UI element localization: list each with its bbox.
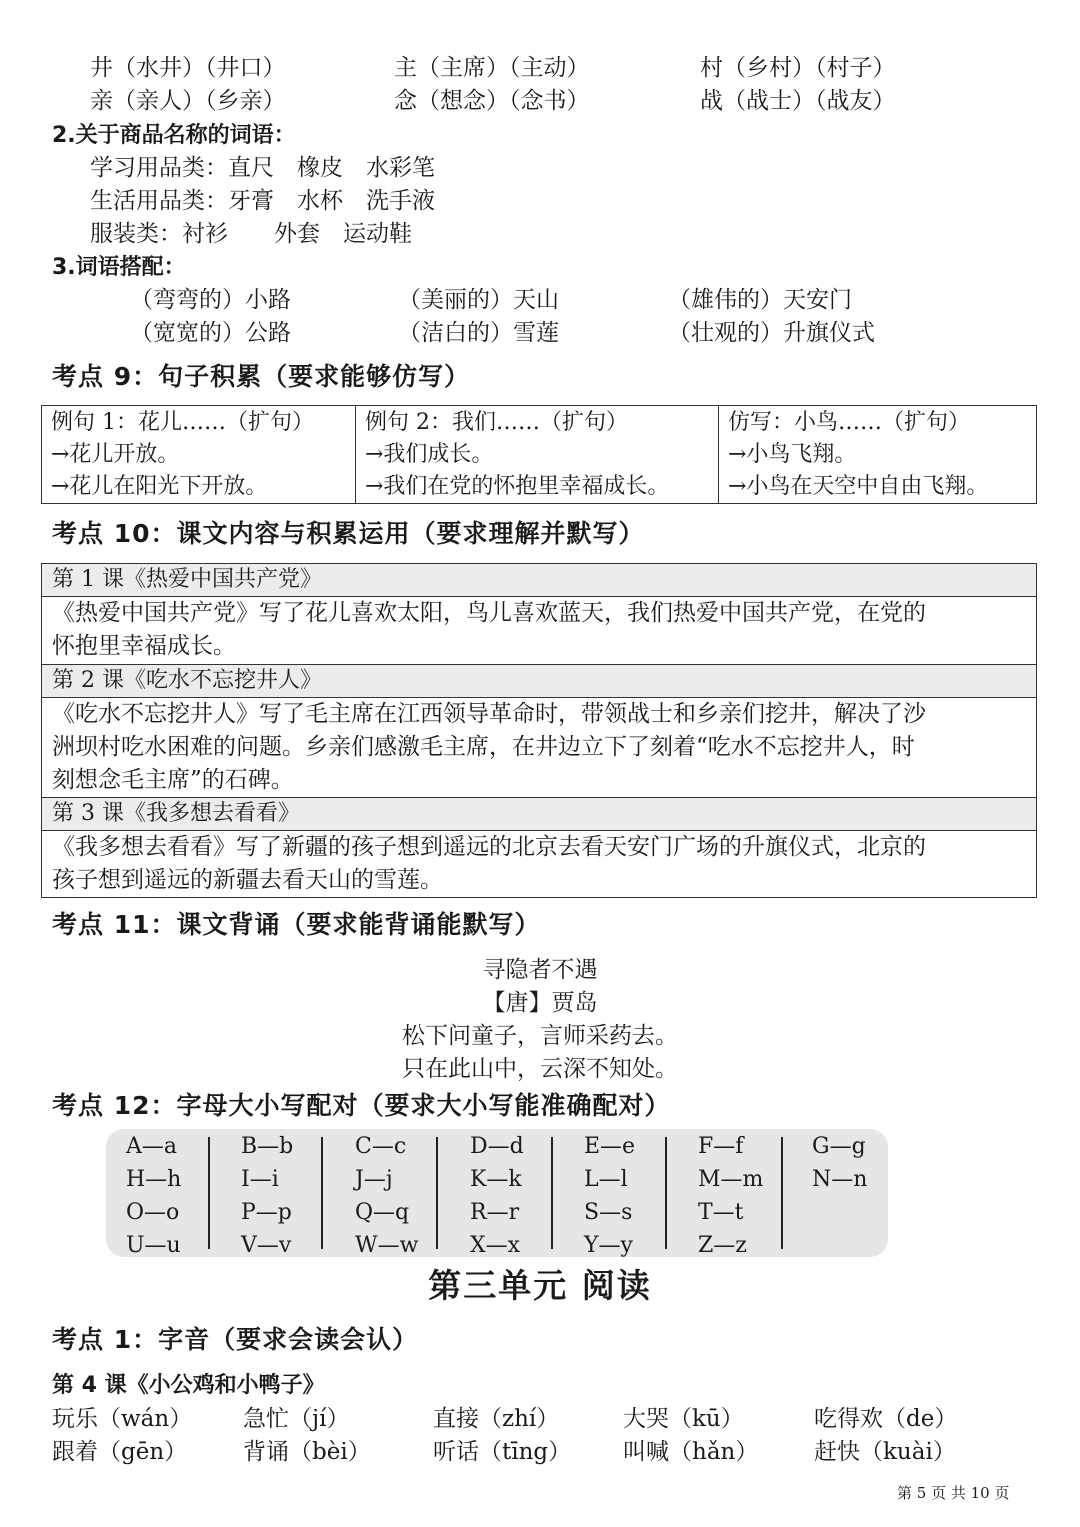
word-item: 念（想念）（念书） [394,88,590,114]
letter-pair: Z—z [698,1233,747,1258]
summary-line: 刻想念毛主席”的石碑。 [52,767,294,793]
letter-pair: J—j [355,1167,393,1192]
letter-pair: U—u [126,1233,181,1258]
example-line: →小鸟在天空中自由飞翔。 [728,474,989,499]
letter-pair: D—d [470,1134,524,1159]
pinyin-item: 急忙（jí） [243,1406,350,1432]
lesson-4-title: 第 4 课《小公鸡和小鸭子》 [52,1373,325,1398]
column-divider [665,1137,667,1249]
letter-pair: Q—q [355,1200,410,1225]
pinyin-item: 听话（tīng） [433,1439,572,1465]
summary-line: 怀抱里幸福成长。 [52,633,236,659]
lesson-summary [42,597,1036,665]
letter-pair: V—v [241,1233,292,1258]
letter-pair: I—i [241,1167,279,1192]
column-divider [551,1137,553,1249]
pinyin-item: 直接（zhí） [433,1406,560,1432]
example-column [356,406,719,503]
letter-pair: Y—y [584,1233,633,1258]
collocation-item: （壮观的）升旗仪式 [668,320,875,346]
word-item: 村（乡村）（村子） [700,55,896,81]
summary-line: 《热爱中国共产党》写了花儿喜欢太阳，鸟儿喜欢蓝天，我们热爱中国共产党，在党的 [52,600,926,626]
word-item: 主（主席）（主动） [394,55,590,81]
kaodian-10-title: 考点 10：课文内容与积累运用（要求理解并默写） [52,519,645,548]
product-line: 生活用品类：牙膏 水杯 洗手液 [90,188,435,214]
letter-column [126,1130,240,1262]
summary-line: 洲坝村吃水困难的问题。乡亲们感激毛主席，在井边立下了刻着“吃水不忘挖井人，时 [52,734,915,760]
collocation-item: （弯弯的）小路 [130,287,291,313]
letter-pair: A—a [126,1134,178,1159]
letter-column [470,1130,584,1262]
word-item: 亲（亲人）（乡亲） [90,88,286,114]
example-line: →花儿开放。 [51,442,180,467]
poem-line: 只在此山中，云深不知处。 [402,1056,678,1082]
word-item: 战（战士）（战友） [700,88,896,114]
summary-line: 孩子想到遥远的新疆去看天山的雪莲。 [52,867,443,893]
column-divider [436,1137,438,1249]
letter-pair: L—l [584,1167,628,1192]
poem-title: 寻隐者不遇 [482,957,598,983]
poem-author: 【唐】贾岛 [482,990,598,1016]
section-3-title: 3.词语搭配： [52,255,186,280]
lesson-heading: 第 3 课《我多想去看看》 [42,798,1036,831]
example-line: →花儿在阳光下开放。 [51,474,268,499]
letter-pair: G—g [812,1134,866,1159]
unit-3-title: 第三单元 阅读 [428,1266,652,1305]
letter-pair: N—n [812,1167,868,1192]
poem-line: 松下问童子，言师采药去。 [402,1023,678,1049]
example-line: 仿写：小鸟……（扩句） [728,410,971,435]
letter-pair: B—b [241,1134,294,1159]
kaodian-12-title: 考点 12：字母大小写配对（要求大小写能准确配对） [52,1091,671,1120]
page-number: 第 5 页 共 10 页 [897,1484,1010,1502]
collocation-item: （美丽的）天山 [398,287,559,313]
example-line: →我们成长。 [365,442,494,467]
kaodian-11-title: 考点 11：课文背诵（要求能背诵能默写） [52,910,541,939]
example-line: 例句 2：我们……（扩句） [365,410,628,435]
example-column [719,406,1036,503]
letter-column [584,1130,698,1262]
kaodian-9-title: 考点 9：句子积累（要求能够仿写） [52,362,471,391]
column-divider [321,1137,323,1249]
letter-pair: X—x [470,1233,521,1258]
example-sentence-table [41,405,1037,504]
pinyin-item: 跟着（gēn） [52,1439,188,1465]
pinyin-item: 赶快（kuài） [814,1439,956,1465]
letter-pair: M—m [698,1167,764,1192]
lesson-heading: 第 2 课《吃水不忘挖井人》 [42,665,1036,698]
example-column [42,406,356,503]
pinyin-item: 背诵（bèi） [243,1439,371,1465]
letter-column [355,1130,469,1262]
letter-pair: O—o [126,1200,180,1225]
product-line: 服装类：衬衫 外套 运动鞋 [90,221,412,247]
letter-pair: H—h [126,1167,182,1192]
lesson-heading: 第 1 课《热爱中国共产党》 [42,564,1036,597]
collocation-item: （洁白的）雪莲 [398,320,559,346]
example-line: →小鸟飞翔。 [728,442,857,467]
pinyin-item: 吃得欢（de） [814,1406,958,1432]
example-line: →我们在党的怀抱里幸福成长。 [365,474,670,499]
letter-pair: E—e [584,1134,636,1159]
pinyin-item: 叫喊（hǎn） [623,1439,759,1465]
letter-pair: K—k [470,1167,522,1192]
column-divider [781,1137,783,1249]
letter-pairs-panel [106,1129,888,1257]
letter-pair: S—s [584,1200,633,1225]
letter-column [698,1130,812,1262]
section-2-title: 2.关于商品名称的词语： [52,123,296,148]
lesson-content-table [41,563,1037,898]
product-line: 学习用品类：直尺 橡皮 水彩笔 [90,155,435,181]
lesson-summary [42,698,1036,798]
pinyin-item: 大哭（kū） [623,1406,744,1432]
collocation-item: （宽宽的）公路 [130,320,291,346]
lesson-summary [42,831,1036,897]
collocation-item: （雄伟的）天安门 [668,287,852,313]
letter-pair: P—p [241,1200,292,1225]
letter-column [812,1130,926,1196]
letter-pair: F—f [698,1134,744,1159]
letter-pair: R—r [470,1200,520,1225]
letter-column [241,1130,355,1262]
letter-pair: C—c [355,1134,407,1159]
letter-pair: W—w [355,1233,419,1258]
example-line: 例句 1：花儿……（扩句） [51,410,314,435]
word-item: 井（水井）（井口） [90,55,286,81]
column-divider [208,1137,210,1249]
summary-line: 《我多想去看看》写了新疆的孩子想到遥远的北京去看天安门广场的升旗仪式，北京的 [52,834,926,860]
pinyin-item: 玩乐（wán） [52,1406,193,1432]
letter-pair: T—t [698,1200,744,1225]
unit3-kaodian-1-title: 考点 1：字音（要求会读会认） [52,1325,419,1354]
summary-line: 《吃水不忘挖井人》写了毛主席在江西领导革命时，带领战士和乡亲们挖井，解决了沙 [52,701,926,727]
